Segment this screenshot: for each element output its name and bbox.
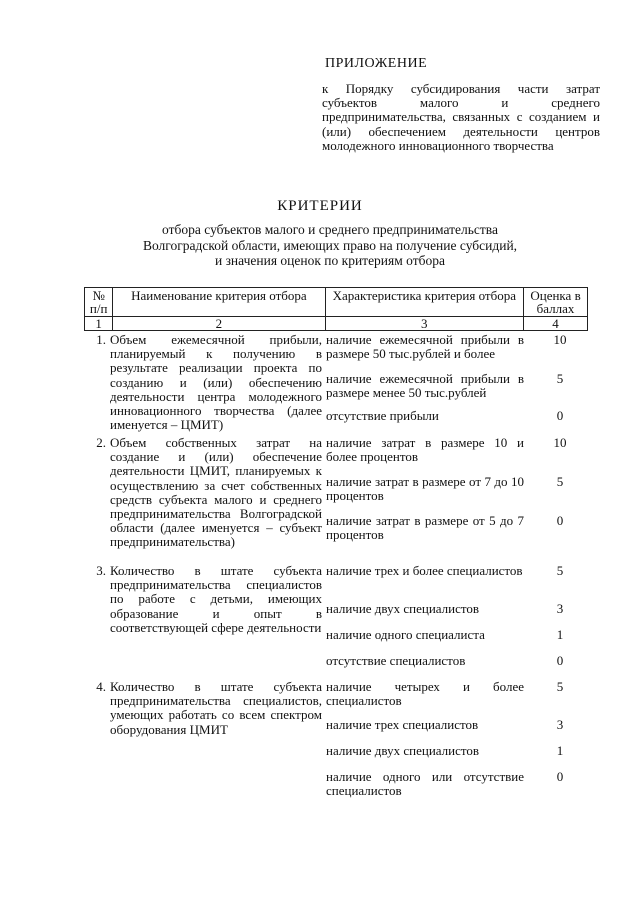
- option-score: 5: [556, 371, 564, 386]
- criterion-option: наличие трех и более специалистов: [326, 563, 523, 578]
- row-number: 2.: [96, 435, 106, 450]
- criterion-option: наличие двух специалистов: [326, 601, 480, 616]
- column-number: 2: [113, 317, 325, 331]
- document-subtitle: [100, 222, 560, 269]
- header-num: № п/п: [85, 288, 113, 317]
- document-title: КРИТЕРИИ: [277, 198, 363, 214]
- criterion-option: наличие затрат в размере 10 и более процентов: [326, 435, 524, 465]
- criterion-name: Количество в штате субъекта предпринимательства специалистов, умеющих работать со всем спектром оборудования ЦМИТ: [110, 679, 322, 737]
- criterion-option: наличие четырех и более специалистов: [326, 679, 524, 709]
- criterion-option: отсутствие специалистов: [326, 653, 466, 668]
- criterion-option: наличие затрат в размере от 5 до 7 процентов: [326, 513, 524, 543]
- option-score: 1: [556, 627, 564, 642]
- criterion-option: наличие двух специалистов: [326, 743, 480, 758]
- row-number: 3.: [96, 563, 106, 578]
- option-score: 3: [556, 601, 564, 616]
- criterion-option: наличие ежемесячной прибыли в размере 50 тыс.рублей и более: [326, 332, 524, 362]
- criterion-option: наличие одного или отсутствие специалистов: [326, 769, 524, 799]
- option-score: 3: [556, 717, 564, 732]
- header-characteristic: Характеристика критерия отбора: [325, 288, 524, 317]
- column-number: 1: [85, 317, 113, 331]
- criterion-name: Объем собственных затрат на создание и (или) обеспечение деятельности ЦМИТ, планируемых к осуществлению за счет собственных средств субъекта малого и среднего предпринимательства Волгоградской области (далее именуется – субъект предпринимательства): [110, 435, 322, 550]
- criterion-option: отсутствие прибыли: [326, 408, 439, 423]
- appendix-block: [322, 56, 600, 153]
- row-number: 1.: [96, 332, 106, 347]
- option-score: 1: [556, 743, 564, 758]
- option-score: 10: [553, 435, 567, 450]
- criterion-option: наличие трех специалистов: [326, 717, 479, 732]
- criterion-name: Количество в штате субъекта предпринимательства специалистов по работе с детьми, имеющих образование и опыт в соответствующей сфере деятельности: [110, 563, 322, 635]
- header-name: Наименование критерия отбора: [113, 288, 325, 317]
- subtitle-line: и значения оценок по критериям отбора: [214, 253, 445, 268]
- appendix-text: к Порядку субсидирования части затрат субъектов малого и среднего предпринимательства, связанных с созданием и (или) обеспечением деятельности центров молодежного инновационного творчества: [322, 81, 600, 153]
- option-score: 5: [556, 474, 564, 489]
- option-score: 0: [556, 513, 564, 528]
- criterion-name: Объем ежемесячной прибыли, планируемый к получению в результате реализации проекта по созданию и (или) обеспечению деятельности центра молодежного инновационного творчества (далее именуется – ЦМИТ): [110, 332, 322, 433]
- option-score: 5: [556, 563, 564, 578]
- row-number: 4.: [96, 679, 106, 694]
- option-score: 5: [556, 679, 564, 694]
- criterion-option: наличие ежемесячной прибыли в размере менее 50 тыс.рублей: [326, 371, 524, 401]
- criterion-option: наличие одного специалиста: [326, 627, 485, 642]
- subtitle-line: отбора субъектов малого и среднего предпринимательства: [162, 222, 498, 237]
- option-score: 0: [556, 769, 564, 784]
- criterion-option: наличие затрат в размере от 7 до 10 процентов: [326, 474, 524, 504]
- header-score: Оценка в баллах: [524, 288, 588, 317]
- subtitle-line: Волгоградской области, имеющих право на получение субсидий,: [142, 237, 518, 253]
- option-score: 10: [553, 332, 567, 347]
- option-score: 0: [556, 408, 564, 423]
- criteria-table-header: [84, 287, 588, 331]
- appendix-title: ПРИЛОЖЕНИЕ: [325, 56, 428, 71]
- option-score: 0: [556, 653, 564, 668]
- column-number: 4: [524, 317, 588, 331]
- column-number: 3: [325, 317, 524, 331]
